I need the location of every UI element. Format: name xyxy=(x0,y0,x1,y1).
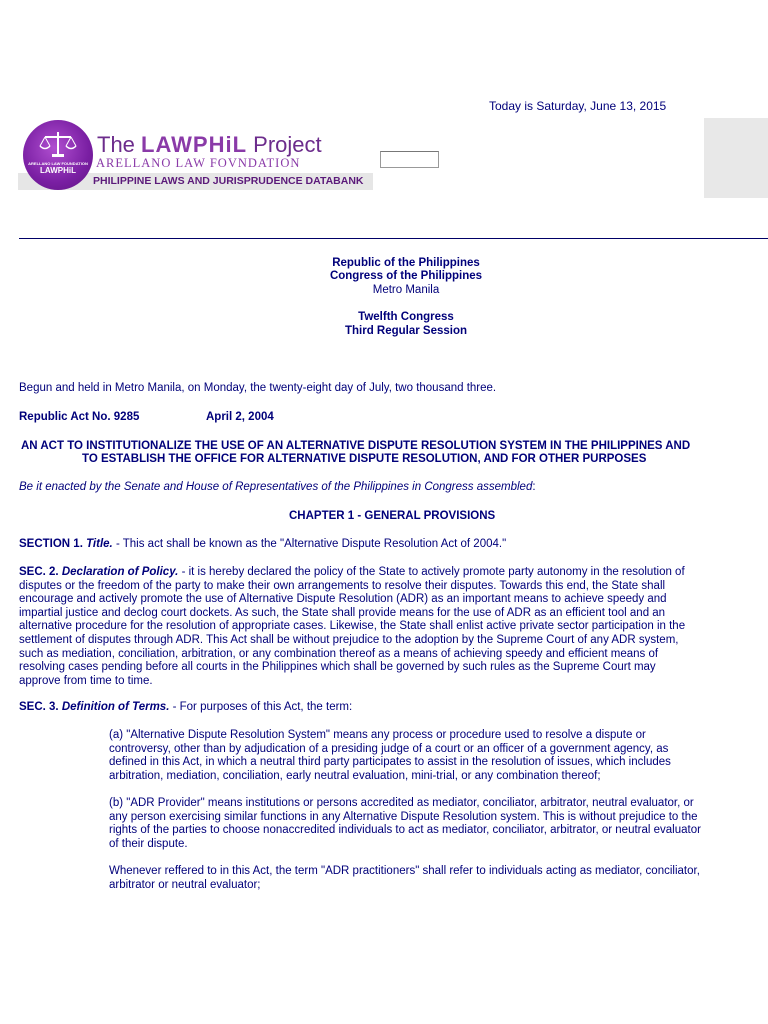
chapter-title: CHAPTER 1 - GENERAL PROVISIONS xyxy=(289,510,496,522)
definition-b-line: any person exercising similar functions in any Alternative Dispute Resolution system. This is without prejudice to the xyxy=(109,810,698,823)
section-2-line: disputes or the freedom of the party to make their own arrangements to resolve their disputes. Towards this end, the State shall xyxy=(19,579,666,592)
definition-a-line: defined in this Act, in which a neutral third party participates to assist in the resolution of issues, which includes xyxy=(109,756,671,769)
act-number: Republic Act No. 9285 xyxy=(19,411,140,423)
section-3-title: Definition of Terms. xyxy=(61,701,170,713)
enacting-colon: : xyxy=(532,481,536,493)
section-2-line: - it is hereby declared the policy of the State to actively promote party autonomy in the resolution of xyxy=(178,566,685,578)
ad-placeholder xyxy=(704,118,768,198)
section-1-title: Title. xyxy=(86,538,113,550)
definition-b-line: of their dispute. xyxy=(109,837,188,850)
definition-a-line: controversy, other than by adjudication of a presiding judge of a court or an officer of a government agency, as xyxy=(109,742,669,755)
definition-a-line: arbitration, mediation, conciliation, early neutral evaluation, mini-trial, or any combination thereof; xyxy=(109,769,601,782)
section-3-text: - For purposes of this Act, the term: xyxy=(169,701,353,713)
section-2-line: approve from time to time. xyxy=(19,674,153,687)
section-2-line: alternative procedure for the resolution of appropriate cases. Likewise, the State shall enlist active private sector participation in the xyxy=(19,620,686,633)
enacting-clause xyxy=(19,480,536,494)
definition-b-line: (b) "ADR Provider" means institutions or persons accredited as mediator, conciliator, arbitrator, neutral evaluator, or xyxy=(109,797,694,809)
practitioners-line: arbitrator or neutral evaluator; xyxy=(109,878,261,891)
logo-title-main: LAWPHiL xyxy=(141,132,248,157)
seal-caption: ARELLANO LAW FOUNDATION xyxy=(28,161,88,166)
definition-b xyxy=(109,797,768,851)
section-2 xyxy=(19,566,768,688)
date-text: Today is Saturday, June 13, 2015 xyxy=(489,99,667,113)
definition-a xyxy=(109,729,768,783)
search-input[interactable] xyxy=(380,151,439,168)
definition-a-line: (a) "Alternative Dispute Resolution System" means any process or procedure used to resolve a dispute or xyxy=(109,729,646,741)
logo-title xyxy=(97,132,322,158)
section-2-line: encourage and actively promote the use of Alternative Dispute Resolution (ADR) as an important means to achieve speedy and xyxy=(19,593,667,606)
heading-session: Third Regular Session xyxy=(344,325,468,337)
heading-congress: Congress of the Philippines xyxy=(329,270,483,282)
scales-icon xyxy=(23,120,93,190)
heading-city: Metro Manila xyxy=(372,284,440,296)
lawphil-logo[interactable] xyxy=(18,118,373,190)
seal-name: LAWPHiL xyxy=(40,166,76,175)
section-2-title: Declaration of Policy. xyxy=(61,566,179,578)
practitioners-line: Whenever reffered to in this Act, the term "ADR practitioners" shall refer to individuals acting as mediator, conciliator, xyxy=(109,865,700,877)
section-2-line: impartial justice and declog court dockets. As such, the State shall provide means for the use of ADR as an efficient tool and an xyxy=(19,606,666,619)
logo-title-prefix: The xyxy=(97,132,142,157)
act-date: April 2, 2004 xyxy=(206,411,274,423)
section-3-label: SEC. 3. xyxy=(19,701,59,713)
enacting-text: Be it enacted by the Senate and House of Representatives of the Philippines in Congress assembled xyxy=(19,481,533,493)
divider xyxy=(19,238,768,239)
logo-title-suffix: Project xyxy=(247,132,322,157)
section-1-text: - This act shall be known as the "Alternative Dispute Resolution Act of 2004." xyxy=(112,538,507,550)
section-2-line: resolving cases pending before all courts in the Philippines which shall be governed by such rules as the Supreme Court may xyxy=(19,661,656,674)
begun-text: Begun and held in Metro Manila, on Monday, the twenty-eight day of July, two thousand three. xyxy=(19,382,497,394)
section-2-line: such as mediation, conciliation, arbitration, or any combination thereof as a means of achieving speedy and efficient means of xyxy=(19,647,659,660)
definition-b-line: rights of the parties to choose nonaccredited individuals to act as mediator, conciliator, arbitrator, or neutral evaluator xyxy=(109,824,701,837)
act-title-line-2: TO ESTABLISH THE OFFICE FOR ALTERNATIVE DISPUTE RESOLUTION, AND FOR OTHER PURPOSES xyxy=(82,453,647,465)
practitioners-note xyxy=(109,865,768,892)
section-3 xyxy=(19,700,352,714)
logo-band-text: PHILIPPINE LAWS AND JURISPRUDENCE DATABANK xyxy=(93,175,364,187)
lawphil-seal-icon xyxy=(23,120,93,190)
logo-subtitle: ARELLANO LAW FOVNDATION xyxy=(96,156,301,170)
section-1-label: SECTION 1. xyxy=(19,538,83,550)
act-title-line-1: AN ACT TO INSTITUTIONALIZE THE USE OF AN ALTERNATIVE DISPUTE RESOLUTION SYSTEM IN THE PHILIPPINES AND xyxy=(21,440,691,452)
heading-congress-number: Twelfth Congress xyxy=(358,311,454,323)
section-2-label: SEC. 2. xyxy=(19,566,59,578)
section-2-line: settlement of disputes through ADR. This Act shall be without prejudice to the adoption by the Supreme Court of any ADR system, xyxy=(19,633,679,646)
heading-republic: Republic of the Philippines xyxy=(332,257,480,269)
section-1 xyxy=(19,537,506,551)
